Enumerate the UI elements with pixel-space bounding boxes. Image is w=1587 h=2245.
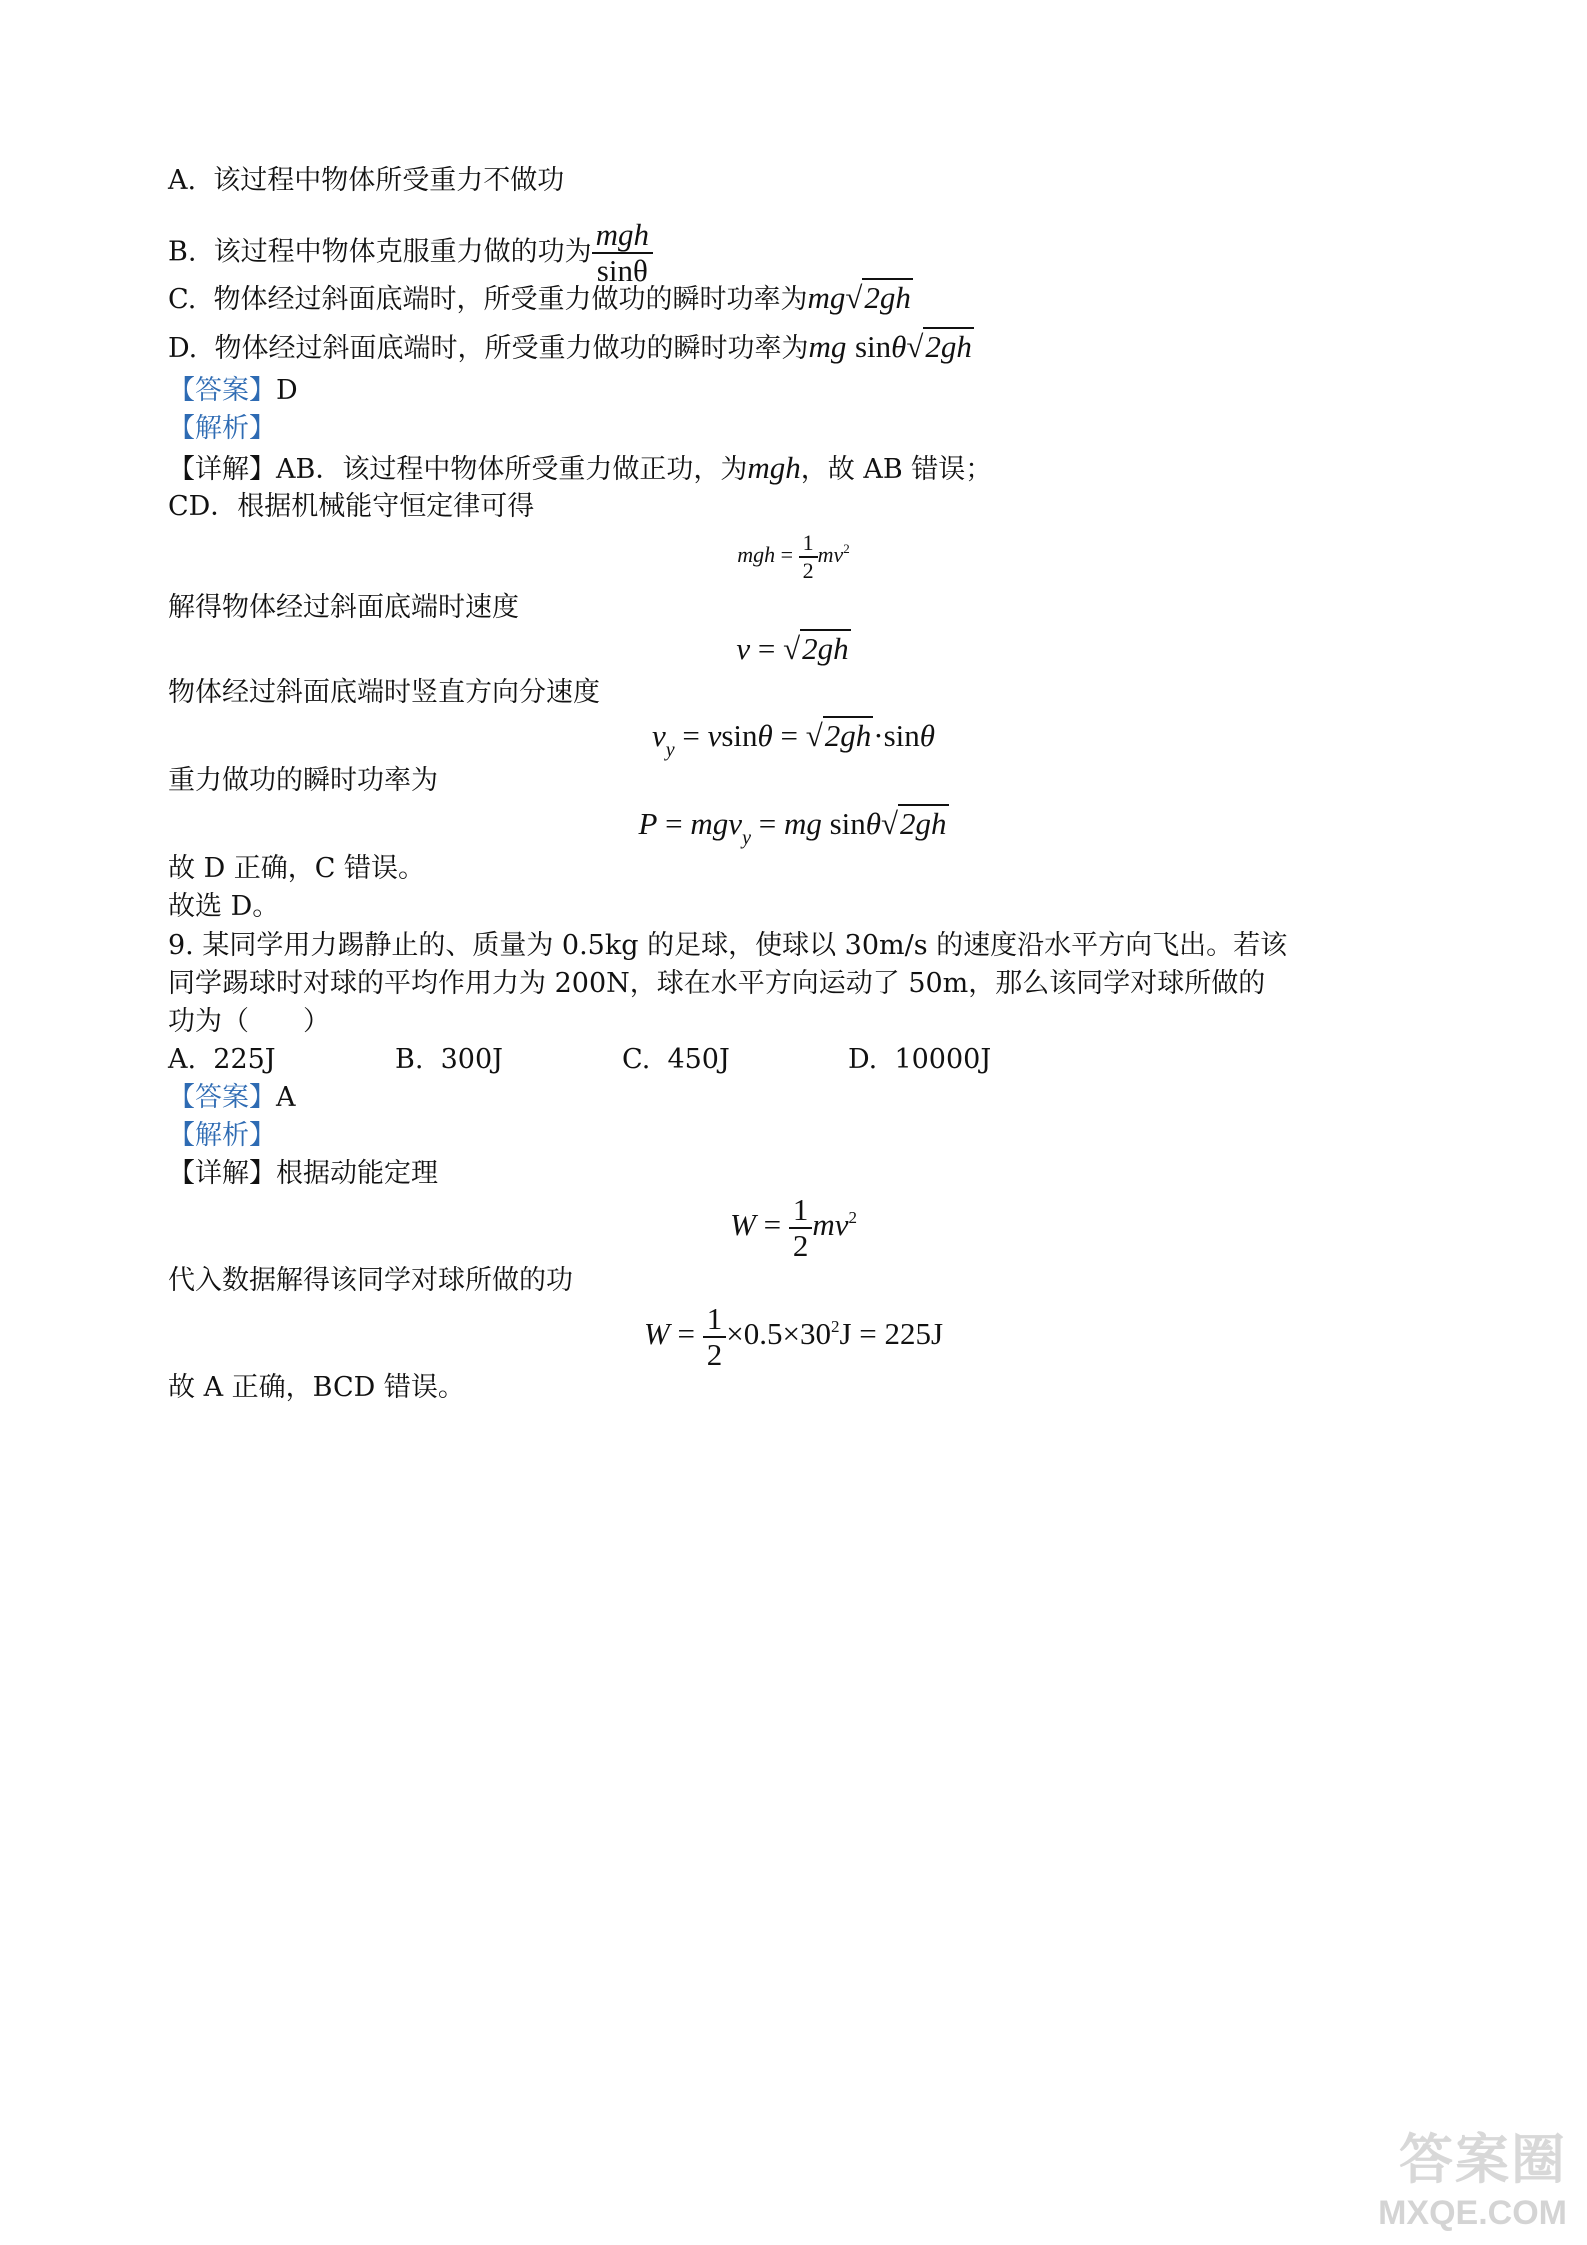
q8-equation-2: v = √2gh [736,631,849,666]
q9-equation-2: W = $\frac{1}{2}$ $\times 0.5\times 30^2J = 225J$ [643,1301,944,1372]
q9-stem-line-3: 功为（ ） [168,1006,330,1037]
q8-line-4: 物体经过斜面底端时竖直方向分速度 [168,677,600,708]
watermark-logo: 答案圈 MXQE.COM [1378,2130,1567,2232]
q9-answer: 【答案】A [168,1082,296,1113]
q9-analysis-label: 【解析】 [168,1120,276,1151]
q8-answer: 【答案】D [168,375,298,406]
option-b: B. 该过程中物体克服重力做的功为 $\frac{\text{mgh}}{\sin\theta}$ [168,218,653,288]
q9-option-a: A. 225J [168,1044,276,1075]
q8-line-7: 故选 D。 [168,891,280,922]
q9-stem-line-2: 同学踢球时对球的平均作用力为 200N，球在水平方向运动了 50m，那么该同学对球所做的 [168,968,1266,999]
q9-line-3: 故 A 正确，BCD 错误。 [168,1372,465,1403]
option-b-fraction: $\frac{\text{mgh}}{\sin\theta}$ [592,218,653,288]
option-a: A. 该过程中物体所受重力不做功 [168,165,565,196]
q8-line-3: 解得物体经过斜面底端时速度 [168,592,519,623]
q8-analysis-label: 【解析】 [168,413,276,444]
q9-option-d: D. 10000J [848,1044,992,1075]
q8-detail-line-2: CD．根据机械能守恒定律可得 [168,491,535,522]
q8-equation-4: P = mgv$_y$ = mg sinθ√2gh [638,806,947,849]
q9-option-c: C. 450J [622,1044,730,1075]
q8-line-5: 重力做功的瞬时功率为 [168,765,438,796]
q9-detail-line-1: 【详解】根据动能定理 [168,1158,438,1189]
q8-equation-3: $v_y = vsin\theta = √2gh\cdot\sin\theta$ [651,718,936,761]
q9-line-2: 代入数据解得该同学对球所做的功 [168,1265,573,1296]
q8-equation-1: mgh = $\frac{1}{2}$ $mv^2$ [737,530,850,583]
q8-detail-line-1: 【详解】AB．该过程中物体所受重力做正功，为mgh，故 AB 错误； [168,450,993,485]
q9-equation-1: W = $\frac{1}{2}$ $mv^2$ [730,1192,857,1263]
q8-line-6: 故 D 正确，C 错误。 [168,853,426,884]
option-c: C. 物体经过斜面底端时，所受重力做功的瞬时功率为mg√2gh [168,280,911,315]
q9-stem-line-1: 9. 某同学用力踢静止的、质量为 0.5kg 的足球，使球以 30m/s 的速度沿水平方向飞出。若该 [168,930,1288,961]
option-d: D. 物体经过斜面底端时，所受重力做功的瞬时功率为mg sinθ√2gh [168,329,972,364]
q9-option-b: B. 300J [395,1044,503,1075]
